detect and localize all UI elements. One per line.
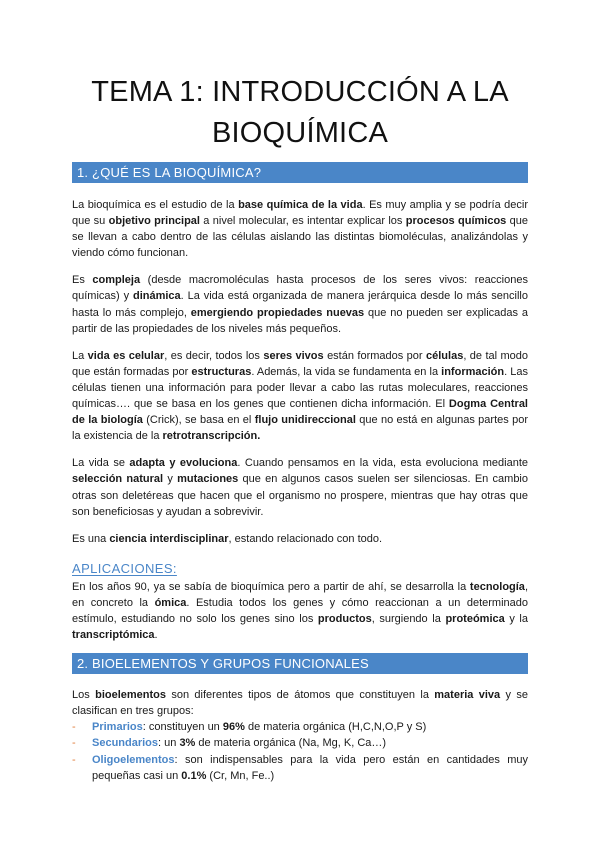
paragraph-definition: La bioquímica es el estudio de la base química de la vida. Es muy amplia y se podría decir que su objetivo principal a nivel molecular, es intentar explicar los procesos químicos que se llevan a cabo dentro de las células aislando las distintas biomoléculas, analizándolas y viendo cómo funcionan. xyxy=(72,199,529,260)
section-1-heading: 1. ¿QUÉ ES LA BIOQUÍMICA? xyxy=(72,162,528,183)
paragraph-bioelements: Los bioelementos son diferentes tipos de átomos que constituyen la materia viva y se clasifican en tres grupos: xyxy=(72,689,529,718)
paragraph-interdisciplinary: Es una ciencia interdisciplinar, estando relacionado con todo. xyxy=(72,532,383,545)
bioelement-groups-list xyxy=(72,719,528,783)
bullet-dash: - xyxy=(72,737,76,750)
group-name: Primarios xyxy=(92,721,143,734)
title-line-2: BIOQUÍMICA xyxy=(211,117,388,149)
bullet-dash: - xyxy=(72,721,76,734)
list-item: - Primarios: constituyen un 96% de materia orgánica (H,C,N,O,P y S) xyxy=(92,719,528,735)
list-item: - Oligoelementos: son indispensables para la vida pero están en cantidades muy pequeñas casi un 0.1% (Cr, Mn, Fe..) xyxy=(72,753,528,782)
aplicaciones-heading: APLICACIONES: xyxy=(72,560,177,576)
group-name: Oligoelementos xyxy=(92,753,175,766)
page-title xyxy=(72,0,528,154)
list-item: - Secundarios: un 3% de materia orgánica (Na, Mg, K, Ca…) xyxy=(92,735,528,751)
section-2-heading: 2. BIOELEMENTOS Y GRUPOS FUNCIONALES xyxy=(72,653,528,674)
title-line-1: TEMA 1: INTRODUCCIÓN A LA xyxy=(91,76,509,108)
paragraph-cellular-life: La vida es celular, es decir, todos los seres vivos están formados por células, de tal modo que están formadas por estructuras. Además, la vida se fundamenta en la información. Las células tienen una información para poder llevar a cabo las rutas moleculares, reacciones químicas…. que se basa en los genes que contienen dicha información. El Dogma Central de la biología (Crick), se basa en el flujo unidireccional que no está en algunas partes por la existencia de la retrotranscripción. xyxy=(72,349,529,443)
paragraph-applications: En los años 90, ya se sabía de bioquímica pero a partir de ahí, se desarrolla la tecnología, en concreto la ómica. Estudia todos los genes y cómo reaccionan a un determinado estímulo, estudiando no solo los genes sino los productos, surgiendo la proteómica y la transcriptómica. xyxy=(72,580,528,642)
paragraph-evolution: La vida se adapta y evoluciona. Cuando pensamos en la vida, esta evoluciona mediante selección natural y mutaciones que en algunos casos suelen ser silenciosas. En cambio otras son deletéreas que hacen que el organismo no prospere, mientras que hay otras que son beneficiosas y ayudan a sobrevivir. xyxy=(72,457,529,518)
group-name: Secundarios xyxy=(92,737,159,750)
bullet-dash: - xyxy=(72,753,76,766)
paragraph-complexity: Es compleja (desde macromoléculas hasta procesos de los seres vivos: reacciones químicas) y dinámica. La vida está organizada de manera jerárquica desde lo más sencillo hasta lo más complejo, emergiendo propiedades nuevas que no pueden ser explicadas a partir de las propiedades de los niveles más pequeños. xyxy=(72,274,528,335)
